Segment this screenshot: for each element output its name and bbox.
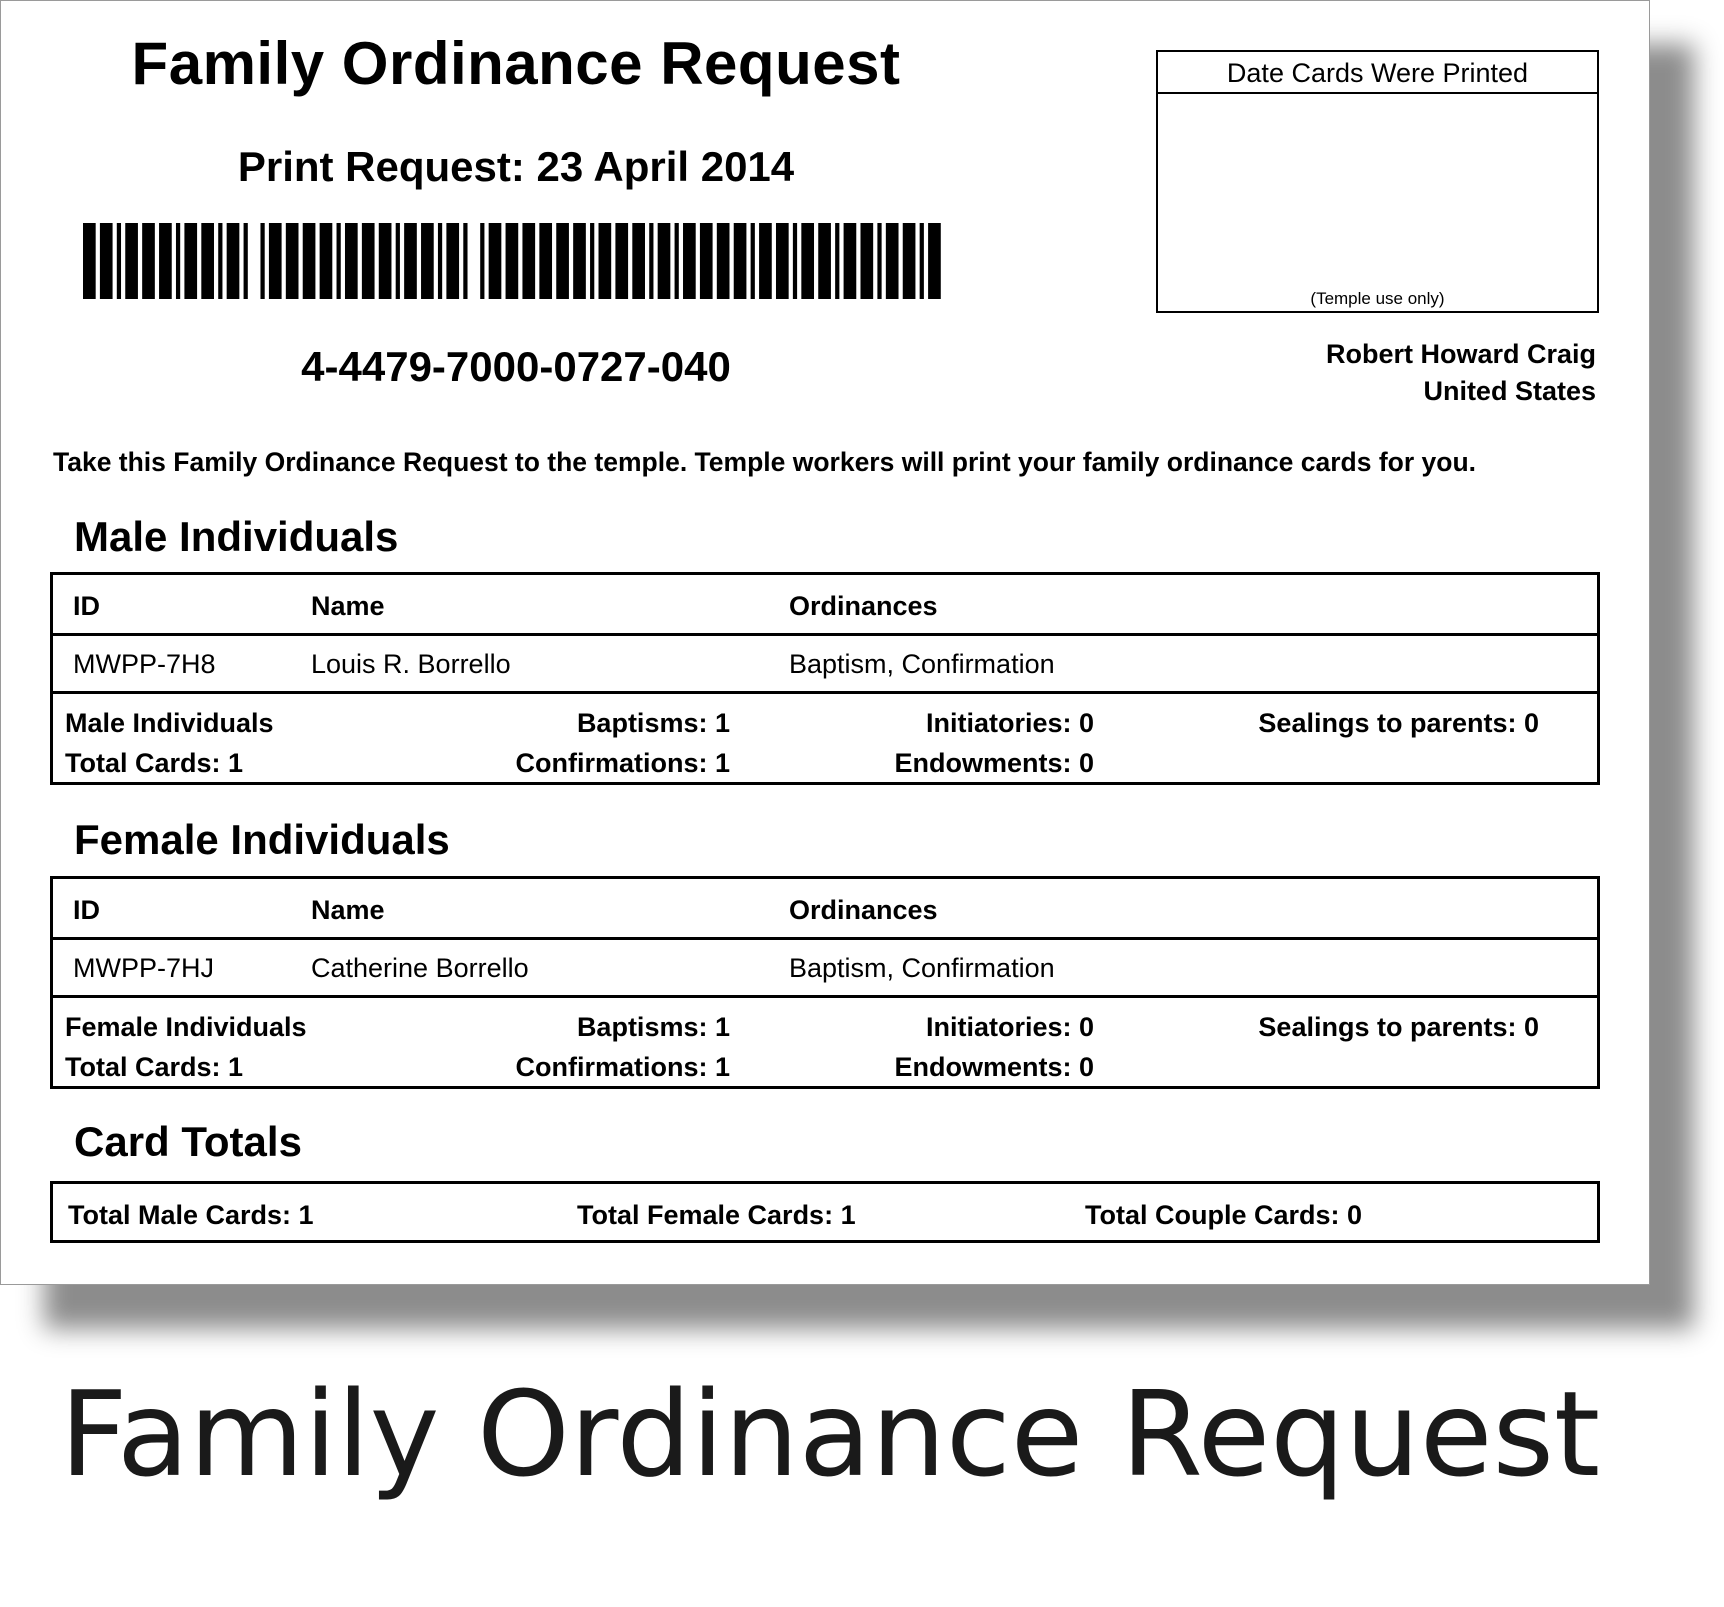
row-id: MWPP-7H8 [73, 649, 216, 679]
summary-label: Female Individuals [65, 1012, 307, 1042]
barcode-bar [489, 223, 502, 299]
barcode-bar [446, 223, 459, 299]
barcode-bar [176, 223, 180, 299]
barcode-bar [260, 223, 264, 299]
submitter-country: United States [1423, 376, 1596, 406]
male-individuals-table [50, 572, 1600, 785]
barcode-bar [522, 223, 535, 299]
barcode-bar [573, 223, 586, 299]
document-title: Family Ordinance Request [131, 30, 901, 97]
barcode-bar [734, 223, 747, 299]
date-box-footer: (Temple use only) [1310, 289, 1445, 308]
barcode-bar [362, 223, 375, 299]
summary-label: Male Individuals [65, 708, 274, 738]
row-name: Louis R. Borrello [311, 649, 511, 679]
summary-total-cards: Total Cards: 1 [65, 1052, 244, 1082]
barcode-bar [396, 223, 400, 299]
barcode-bar [717, 223, 730, 299]
barcode-bar [793, 223, 797, 299]
submitter-info [1326, 336, 1596, 410]
summary-confirmations: Confirmations: 1 [515, 1052, 730, 1082]
summary-endowments: Endowments: 0 [894, 1052, 1094, 1082]
barcode-bar [599, 223, 612, 299]
row-id: MWPP-7HJ [73, 953, 214, 983]
summary-total-cards: Total Cards: 1 [65, 748, 244, 778]
barcode-bar [751, 223, 755, 299]
male-section-title: Male Individuals [74, 513, 399, 560]
female-section-title: Female Individuals [74, 816, 450, 863]
total-male-cards: Total Male Cards: 1 [68, 1200, 314, 1230]
summary-initiatories: Initiatories: 0 [925, 708, 1094, 738]
card-totals-table [50, 1181, 1600, 1243]
barcode-bar [269, 223, 282, 299]
table-row [53, 940, 1597, 998]
barcode-bar [759, 223, 772, 299]
barcode-bar [218, 223, 222, 299]
summary-confirmations: Confirmations: 1 [515, 748, 730, 778]
barcode-bar [244, 223, 248, 299]
barcode-bar [303, 223, 316, 299]
total-couple-cards: Total Couple Cards: 0 [1085, 1200, 1363, 1230]
barcode-bar [683, 223, 696, 299]
barcode-bar [404, 223, 417, 299]
barcode-bar [632, 223, 645, 299]
date-box-header: Date Cards Were Printed [1158, 52, 1597, 94]
header-id: ID [73, 895, 100, 925]
barcode-bar [159, 223, 172, 299]
barcode-bar [421, 223, 434, 299]
summary-sealings: Sealings to parents: 0 [1258, 708, 1539, 738]
table-header-row [53, 879, 1597, 940]
barcode-bar [928, 223, 941, 299]
barcode-bar [835, 223, 839, 299]
barcode-bar [480, 223, 484, 299]
barcode-bar [227, 223, 240, 299]
table-summary [53, 998, 1597, 1086]
summary-baptisms: Baptisms: 1 [576, 708, 730, 738]
barcode-bar [379, 223, 392, 299]
summary-endowments: Endowments: 0 [894, 748, 1094, 778]
barcode-bar [142, 223, 155, 299]
barcode-bar [776, 223, 789, 299]
table-header-row [53, 575, 1597, 636]
barcode-bar [438, 223, 442, 299]
barcode-bar [801, 223, 814, 299]
barcode-bar [860, 223, 873, 299]
total-female-cards: Total Female Cards: 1 [577, 1200, 856, 1230]
image-caption: Family Ordinance Request [59, 1365, 1601, 1503]
barcode-bar [184, 223, 197, 299]
header-name: Name [311, 895, 385, 925]
barcode-bar [818, 223, 831, 299]
date-cards-printed-box [1156, 50, 1599, 313]
barcode-bar [590, 223, 594, 299]
barcode-bar [100, 223, 113, 299]
barcode-bar [320, 223, 333, 299]
barcode-bar [539, 223, 552, 299]
row-ordinances: Baptism, Confirmation [789, 649, 1055, 679]
submitter-name: Robert Howard Craig [1325, 339, 1596, 369]
female-individuals-table [50, 876, 1600, 1089]
barcode-bar [125, 223, 138, 299]
barcode-bar [700, 223, 713, 299]
barcode-bar [463, 223, 467, 299]
barcode-bar [286, 223, 299, 299]
barcode-number: 4-4479-7000-0727-040 [301, 343, 731, 390]
instructions-text: Take this Family Ordinance Request to the temple. Temple workers will print your family ordinance cards for you. [53, 447, 1477, 477]
table-summary [53, 694, 1597, 782]
barcode [83, 223, 945, 299]
table-row [53, 636, 1597, 694]
barcode-bar [83, 223, 96, 299]
print-request-date: Print Request: 23 April 2014 [237, 143, 795, 190]
card-totals-title: Card Totals [74, 1118, 302, 1165]
summary-baptisms: Baptisms: 1 [576, 1012, 730, 1042]
header-id: ID [73, 591, 100, 621]
barcode-bar [117, 223, 121, 299]
barcode-bar [844, 223, 857, 299]
barcode-bar [658, 223, 671, 299]
barcode-bar [877, 223, 881, 299]
barcode-bar [201, 223, 214, 299]
barcode-bar [649, 223, 653, 299]
barcode-bar [556, 223, 569, 299]
barcode-bar [506, 223, 519, 299]
row-ordinances: Baptism, Confirmation [789, 953, 1055, 983]
header-name: Name [311, 591, 385, 621]
summary-initiatories: Initiatories: 0 [925, 1012, 1094, 1042]
barcode-bar [337, 223, 341, 299]
barcode-bar [615, 223, 628, 299]
header-ordinances: Ordinances [789, 591, 938, 621]
barcode-bar [345, 223, 358, 299]
header-ordinances: Ordinances [789, 895, 938, 925]
summary-sealings: Sealings to parents: 0 [1258, 1012, 1539, 1042]
barcode-bar [886, 223, 899, 299]
barcode-bar [675, 223, 679, 299]
row-name: Catherine Borrello [311, 953, 529, 983]
barcode-bar [903, 223, 916, 299]
barcode-bar [920, 223, 924, 299]
